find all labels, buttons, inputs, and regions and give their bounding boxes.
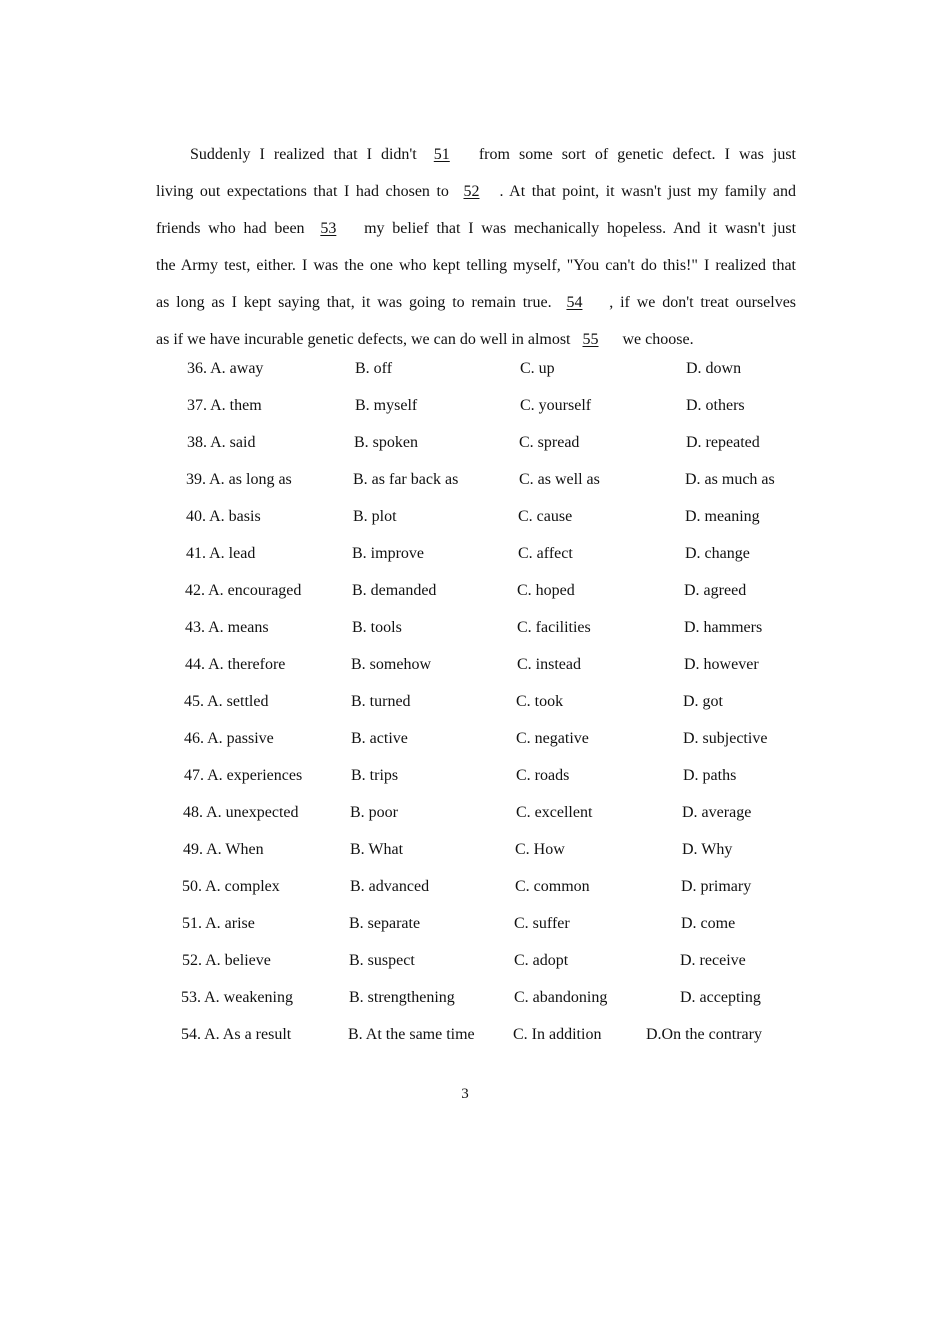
blank-52: 52	[463, 183, 480, 200]
option-b: B. strengthening	[349, 989, 455, 1006]
option-b: B. turned	[351, 693, 411, 710]
option-d: D. as much as	[685, 471, 775, 488]
option-a: 38. A. said	[187, 434, 256, 451]
option-c: C. hoped	[517, 582, 575, 599]
option-a: 36. A. away	[187, 360, 264, 377]
option-c: C. took	[516, 693, 564, 710]
option-a: 41. A. lead	[186, 545, 256, 562]
question-row	[0, 537, 950, 574]
option-d: D. got	[683, 693, 723, 710]
passage-text: we choose.	[622, 331, 694, 348]
option-a: 39. A. as long as	[186, 471, 292, 488]
option-b: B. improve	[352, 545, 424, 562]
option-b: B. advanced	[350, 878, 430, 895]
passage-text: friends who had been	[156, 220, 305, 237]
option-d: D. receive	[680, 952, 746, 969]
option-c: C. How	[515, 841, 565, 858]
blank-53: 53	[320, 220, 337, 237]
passage-text: living out expectations that I had chosen to	[156, 183, 449, 200]
option-d: D. others	[686, 397, 745, 414]
option-c: C. affect	[518, 545, 573, 562]
answer-options	[0, 352, 950, 1055]
question-row	[0, 1018, 950, 1055]
option-c: C. as well as	[519, 471, 600, 488]
option-c: C. adopt	[514, 952, 569, 969]
option-a: 50. A. complex	[182, 878, 280, 895]
option-d: D. paths	[683, 767, 737, 784]
option-c: C. common	[515, 878, 590, 895]
passage-text: as long as I kept saying that, it was going to remain true.	[156, 294, 552, 311]
option-b: B. as far back as	[353, 471, 459, 488]
option-c: C. In addition	[513, 1026, 602, 1043]
option-a: 48. A. unexpected	[183, 804, 299, 821]
option-a: 47. A. experiences	[184, 767, 303, 784]
option-b: B. tools	[352, 619, 402, 636]
question-row	[0, 463, 950, 500]
option-b: B. myself	[355, 397, 418, 414]
option-c: C. up	[520, 360, 555, 377]
passage-text: Suddenly I realized that I didn't	[190, 146, 417, 163]
question-row	[0, 574, 950, 611]
option-d: D. subjective	[683, 730, 768, 747]
passage-text: , if we don't treat ourselves	[609, 294, 797, 311]
option-a: 45. A. settled	[184, 693, 269, 710]
blank-55: 55	[582, 331, 599, 348]
passage-text: . At that point, it wasn't just my family and	[499, 183, 797, 200]
question-row	[0, 500, 950, 537]
question-row	[0, 389, 950, 426]
option-b: B. demanded	[352, 582, 437, 599]
question-row	[0, 611, 950, 648]
option-d: D. accepting	[680, 989, 761, 1006]
passage-text: my belief that I was mechanically hopeless. And it wasn't just	[364, 220, 797, 237]
passage-line	[156, 136, 796, 173]
option-b: B. somehow	[351, 656, 431, 673]
question-row	[0, 352, 950, 389]
option-a: 46. A. passive	[184, 730, 274, 747]
option-c: C. cause	[518, 508, 573, 525]
option-d: D. however	[684, 656, 759, 673]
option-c: C. spread	[519, 434, 580, 451]
page-number: 3	[461, 1086, 469, 1102]
option-b: B. plot	[353, 508, 397, 525]
passage-line	[156, 247, 796, 284]
option-d: D. come	[681, 915, 736, 932]
option-a: 53. A. weakening	[181, 989, 293, 1006]
question-row	[0, 981, 950, 1018]
option-a: 44. A. therefore	[185, 656, 286, 673]
option-c: C. abandoning	[514, 989, 608, 1006]
option-d: D. primary	[681, 878, 752, 895]
option-d: D. average	[682, 804, 752, 821]
passage-text: the Army test, either. I was the one who kept telling myself, "You can't do this!" I realized that	[156, 257, 796, 274]
option-a: 52. A. believe	[182, 952, 271, 969]
option-b: B. spoken	[354, 434, 418, 451]
option-c: C. roads	[516, 767, 570, 784]
option-d: D. Why	[682, 841, 733, 858]
option-d: D. agreed	[684, 582, 747, 599]
passage-text: as if we have incurable genetic defects, we can do well in almost	[156, 331, 571, 348]
option-d: D. hammers	[684, 619, 763, 636]
question-row	[0, 685, 950, 722]
option-d: D. repeated	[686, 434, 760, 451]
option-d: D.On the contrary	[646, 1026, 762, 1043]
option-d: D. meaning	[685, 508, 760, 525]
option-b: B. active	[351, 730, 408, 747]
option-a: 54. A. As a result	[181, 1026, 292, 1043]
question-row	[0, 796, 950, 833]
option-b: B. poor	[350, 804, 398, 821]
option-c: C. negative	[516, 730, 589, 747]
question-row	[0, 722, 950, 759]
question-row	[0, 907, 950, 944]
question-row	[0, 426, 950, 463]
passage-line	[156, 210, 796, 247]
option-a: 37. A. them	[187, 397, 262, 414]
question-row	[0, 759, 950, 796]
blank-54: 54	[566, 294, 583, 311]
passage-line	[156, 284, 796, 321]
option-b: B. separate	[349, 915, 421, 932]
option-c: C. facilities	[517, 619, 591, 636]
option-d: D. change	[685, 545, 750, 562]
option-a: 40. A. basis	[186, 508, 261, 525]
option-b: B. off	[355, 360, 393, 377]
option-a: 51. A. arise	[182, 915, 255, 932]
option-b: B. At the same time	[348, 1026, 475, 1043]
option-a: 43. A. means	[185, 619, 269, 636]
passage	[156, 136, 796, 358]
question-row	[0, 870, 950, 907]
option-a: 49. A. When	[183, 841, 264, 858]
blank-51: 51	[433, 146, 450, 163]
option-c: C. instead	[517, 656, 581, 673]
question-row	[0, 648, 950, 685]
option-b: B. trips	[351, 767, 399, 784]
option-b: B. What	[350, 841, 404, 858]
question-row	[0, 944, 950, 981]
passage-text: from some sort of genetic defect. I was just	[478, 146, 796, 163]
option-a: 42. A. encouraged	[185, 582, 302, 599]
option-c: C. suffer	[514, 915, 570, 932]
option-d: D. down	[686, 360, 742, 377]
question-row	[0, 833, 950, 870]
option-c: C. excellent	[516, 804, 593, 821]
option-c: C. yourself	[520, 397, 592, 414]
passage-line	[156, 173, 796, 210]
option-b: B. suspect	[349, 952, 415, 969]
